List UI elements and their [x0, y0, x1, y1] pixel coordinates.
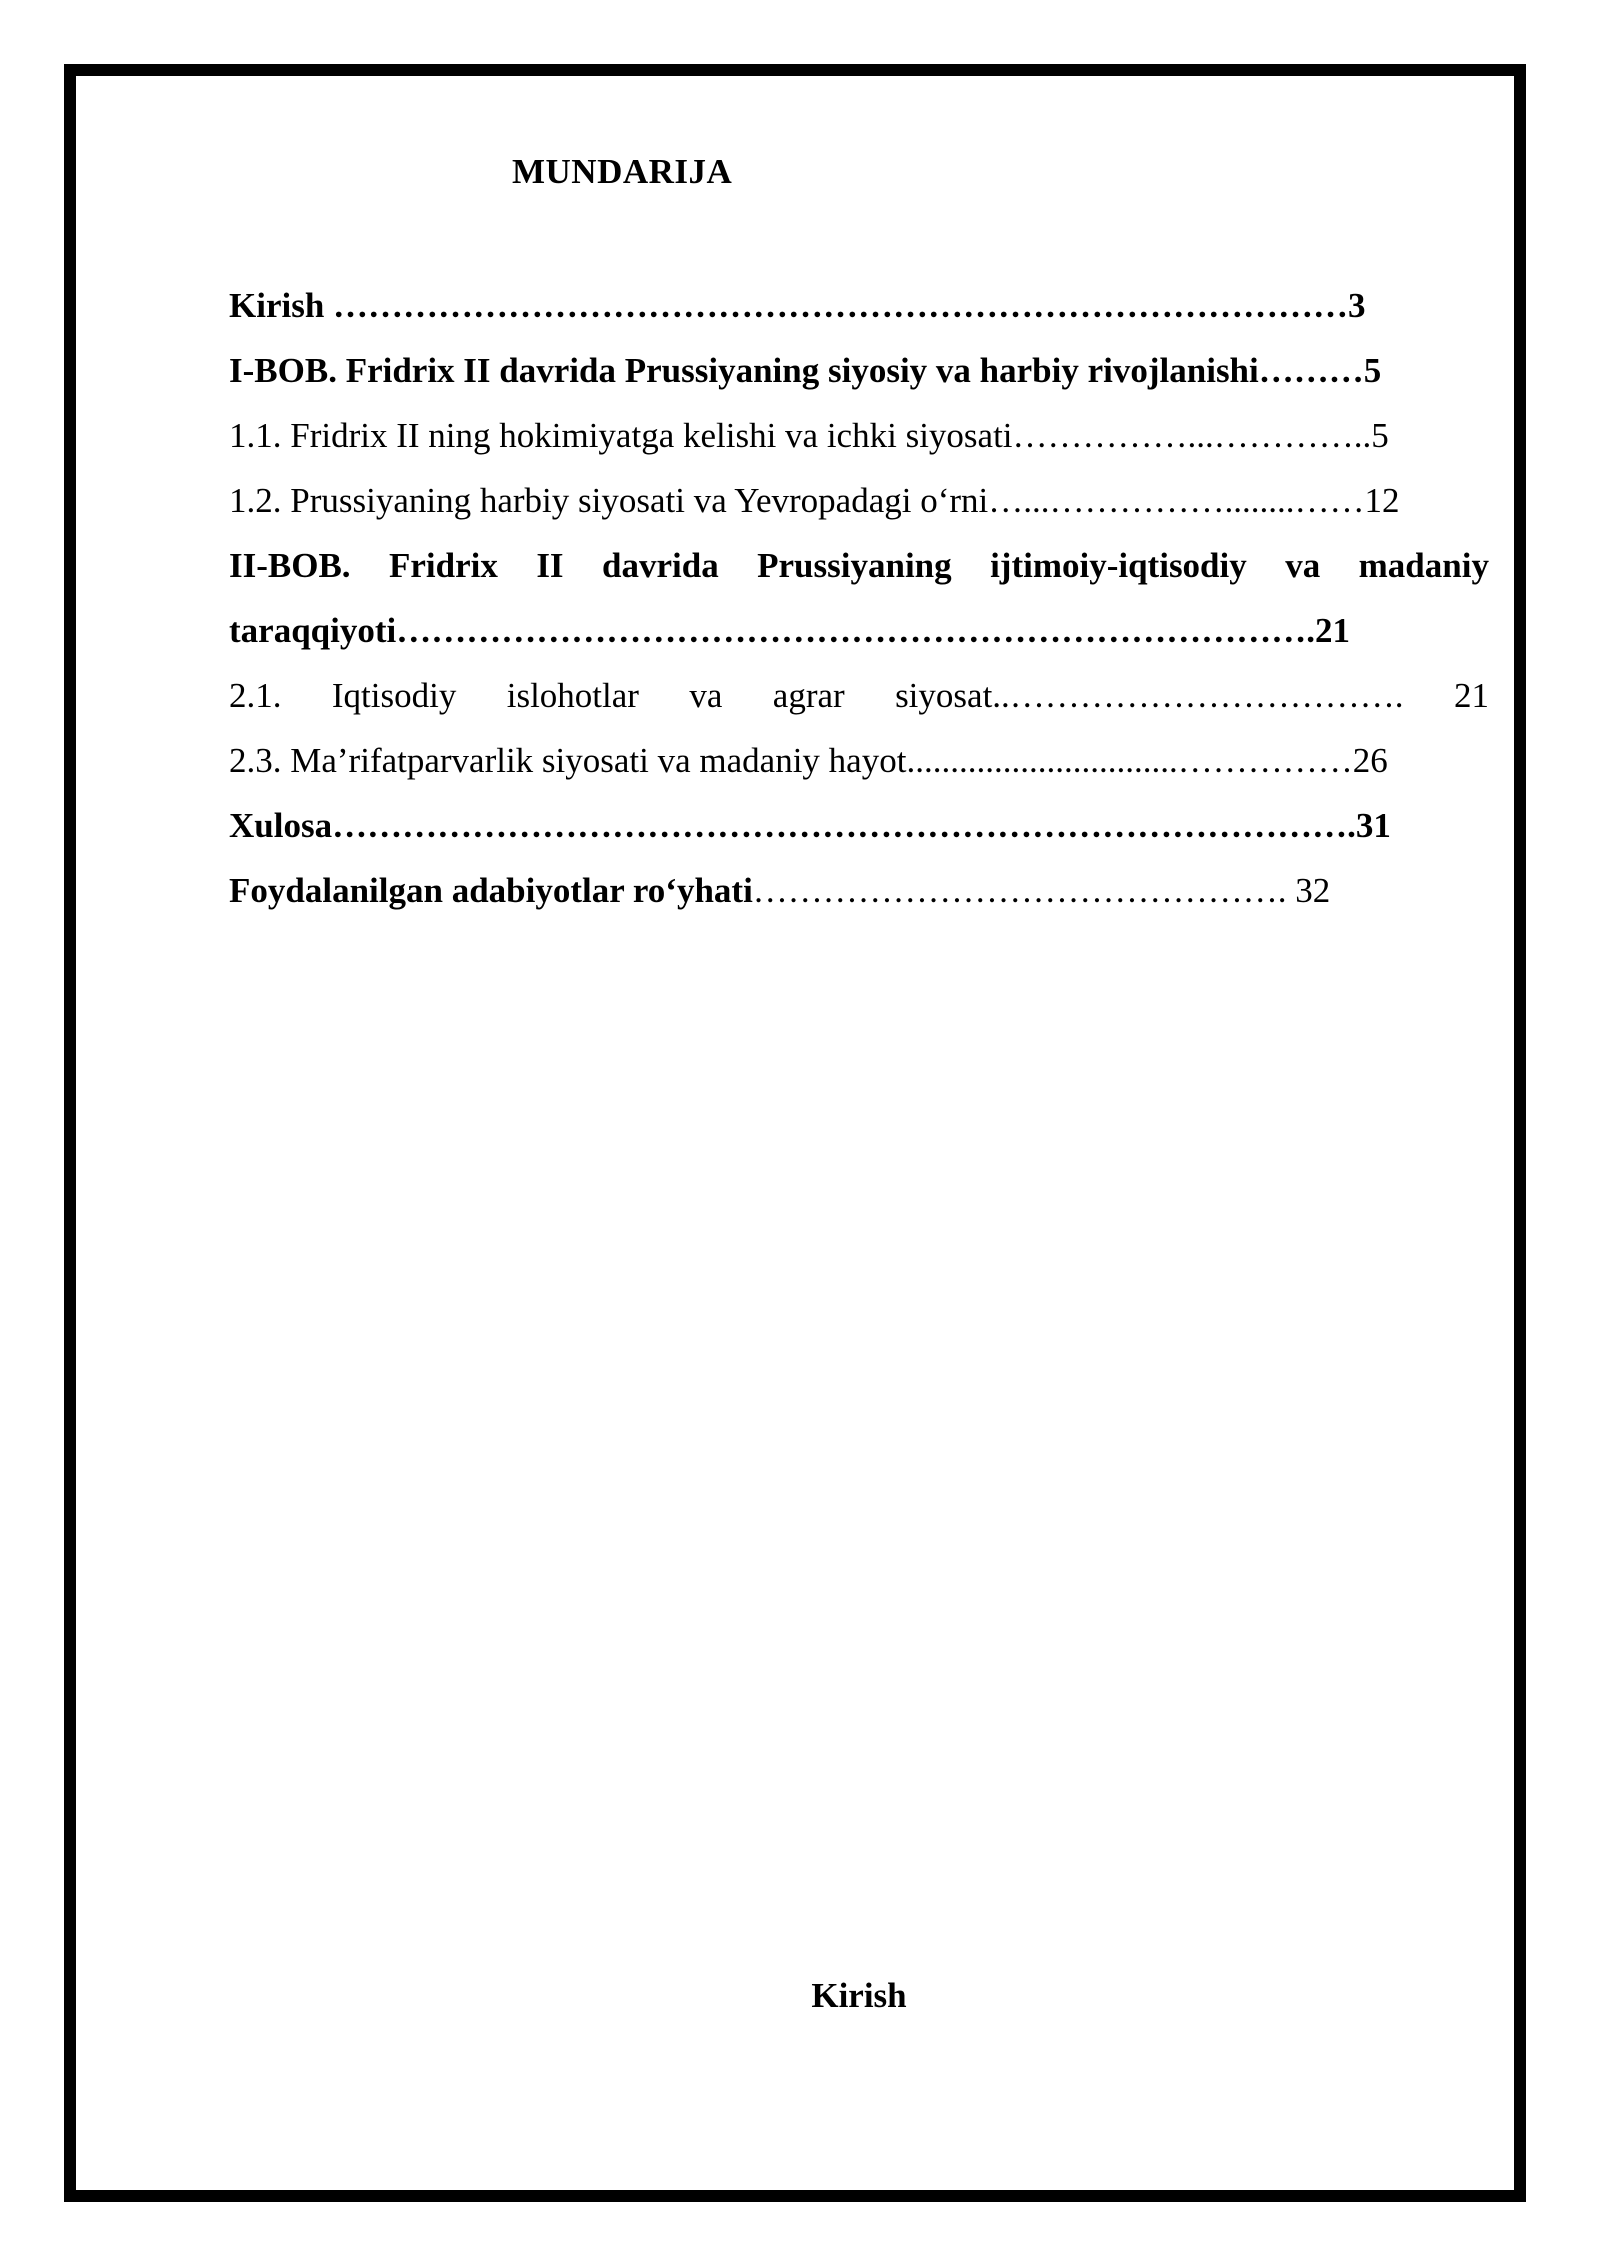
section-heading-kirish: Kirish — [811, 1976, 907, 2015]
toc-entry-references-page: ………………………………………. 32 — [752, 871, 1331, 910]
toc-word: agrar — [772, 676, 845, 715]
toc-entry-kirish: Kirish ……………………………………………………………………………3 — [229, 286, 1366, 325]
toc-word: davrida — [602, 546, 719, 585]
toc-word: 21 — [1453, 676, 1489, 715]
toc-word: va — [1285, 546, 1321, 585]
toc-word: Fridrix — [389, 546, 498, 585]
toc-word: islohotlar — [506, 676, 639, 715]
toc-word: madaniy — [1358, 546, 1489, 585]
toc-entry-section-2-3: 2.3. Ma’rifatparvarlik siyosati va madaniy hayot...............................……………26 — [229, 741, 1388, 780]
toc-word: siyosat..……………………………. — [895, 676, 1404, 715]
toc-entry-references — [229, 869, 1489, 913]
toc-word: II-BOB. — [229, 546, 351, 585]
toc-entry-chapter-2-line-1 — [229, 544, 1489, 588]
toc-entry-xulosa: Xulosa…………………………………………………………………………….31 — [229, 806, 1391, 845]
toc-word: Iqtisodiy — [331, 676, 457, 715]
toc-entry-section-1-1: 1.1. Fridrix II ning hokimiyatga kelishi va ichki siyosati……………...…………..5 — [229, 416, 1389, 455]
toc-word: II — [536, 546, 564, 585]
toc-entry-section-2-1 — [229, 674, 1489, 718]
toc-word: ijtimoiy-iqtisodiy — [990, 546, 1247, 585]
toc-entry-chapter-1: I-BOB. Fridrix II davrida Prussiyaning siyosiy va harbiy rivojlanishi………5 — [229, 351, 1382, 390]
toc-entry-chapter-2-line-2: taraqqiyoti…………………………………………………………………….21 — [229, 611, 1350, 650]
toc-word: 2.1. — [229, 676, 282, 715]
toc-entry-section-1-2: 1.2. Prussiyaning harbiy siyosati va Yevropadagi o‘rni…...……………........……12 — [229, 481, 1400, 520]
toc-word: Prussiyaning — [757, 546, 952, 585]
toc-entry-references-title: Foydalanilgan adabiyotlar ro‘yhati — [229, 871, 753, 910]
toc-word: va — [689, 676, 723, 715]
toc-title: MUNDARIJA — [512, 152, 733, 191]
